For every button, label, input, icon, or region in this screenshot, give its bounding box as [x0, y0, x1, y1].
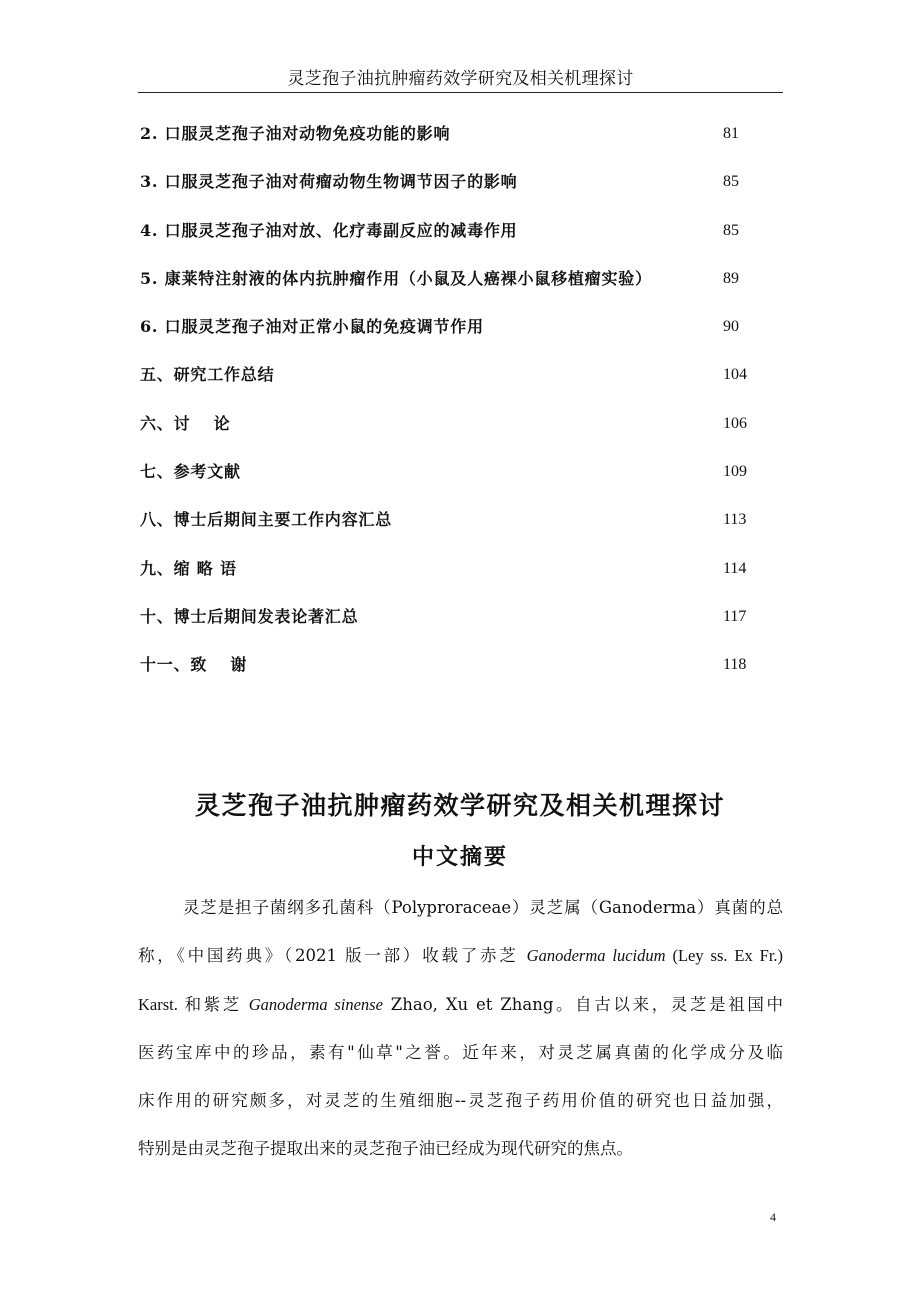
abstract-heading: 中文摘要 — [411, 844, 508, 870]
abstract-line: 床作用的研究颇多，对灵芝的生殖细胞--灵芝孢子药用价值的研究也日益加强， — [138, 1091, 783, 1111]
toc-entry-page: 85 — [723, 173, 739, 191]
toc-entry[interactable] — [138, 118, 783, 166]
toc-entry-page: 85 — [723, 221, 739, 239]
abstract-line: 医药宝库中的珍品，素有"仙草"之誉。近年来，对灵芝属真菌的化学成分及临 — [138, 1042, 783, 1062]
abstract-line: 灵芝是担子菌纲多孔菌科（Polyproraceae）灵芝属（Ganoderma）真菌的总 — [183, 898, 783, 917]
toc-entry-label: 2. 口服灵芝孢子油对动物免疫功能的影响 — [140, 124, 451, 143]
toc-entry[interactable] — [138, 311, 783, 359]
document-title: 灵芝孢子油抗肿瘤药效学研究及相关机理探讨 — [194, 791, 725, 820]
toc-entry-label: 八、博士后期间主要工作内容汇总 — [140, 510, 393, 530]
toc-entry-page: 117 — [723, 607, 747, 625]
toc-entry-page: 104 — [723, 366, 747, 384]
abstract-line: Karst. 和紫芝 Ganoderma sinense Zhao, Xu et Zhang。自古以来，灵芝是祖国中 — [138, 994, 783, 1014]
toc-entry-label: 3. 口服灵芝孢子油对荷瘤动物生物调节因子的影响 — [140, 172, 518, 192]
table-of-contents — [138, 118, 783, 698]
toc-entry-label: 6. 口服灵芝孢子油对正常小鼠的免疫调节作用 — [140, 317, 484, 337]
abstract-body — [138, 884, 783, 1174]
running-header: 灵芝孢子油抗肿瘤药效学研究及相关机理探讨 — [287, 69, 634, 89]
toc-entry-label: 十一、致 谢 — [140, 655, 248, 675]
toc-entry[interactable] — [138, 215, 783, 263]
toc-entry-page: 109 — [723, 463, 747, 481]
toc-entry[interactable] — [138, 649, 783, 697]
toc-entry[interactable] — [138, 359, 783, 407]
toc-entry-page: 106 — [723, 414, 747, 432]
abstract-line: 特别是由灵芝孢子提取出来的灵芝孢子油已经成为现代研究的焦点。 — [138, 1139, 633, 1159]
toc-entry[interactable] — [138, 263, 783, 311]
toc-entry[interactable] — [138, 601, 783, 649]
toc-entry-label: 5. 康莱特注射液的体内抗肿瘤作用（小鼠及人癌裸小鼠移植瘤实验） — [140, 268, 652, 288]
toc-entry-label: 十、博士后期间发表论著汇总 — [140, 606, 359, 626]
toc-entry-page: 114 — [723, 559, 747, 577]
toc-entry-label: 六、讨 论 — [140, 413, 231, 433]
toc-entry[interactable] — [138, 456, 783, 504]
toc-entry[interactable] — [138, 408, 783, 456]
toc-entry-label: 五、研究工作总结 — [140, 365, 275, 385]
toc-entry-page: 90 — [723, 318, 739, 336]
toc-entry-label: 九、缩 略 语 — [140, 558, 237, 578]
toc-entry[interactable] — [138, 553, 783, 601]
page-number: 4 — [770, 1210, 776, 1224]
abstract-line: 称，《中国药典》（2021 版一部）收载了赤芝 Ganoderma lucidum (Ley ss. Ex Fr.) — [138, 946, 783, 966]
toc-entry-page: 113 — [723, 511, 747, 529]
toc-entry-page: 118 — [723, 656, 747, 674]
header-rule — [138, 92, 783, 93]
toc-entry-page: 81 — [723, 125, 739, 142]
toc-entry[interactable] — [138, 504, 783, 552]
toc-entry-label: 4. 口服灵芝孢子油对放、化疗毒副反应的减毒作用 — [140, 220, 518, 240]
species-name: Ganoderma sinense — [248, 994, 383, 1014]
species-name: Ganoderma lucidum — [526, 946, 666, 966]
toc-entry[interactable] — [138, 166, 783, 214]
toc-entry-page: 89 — [723, 269, 739, 287]
toc-entry-label: 七、参考文献 — [140, 462, 241, 482]
